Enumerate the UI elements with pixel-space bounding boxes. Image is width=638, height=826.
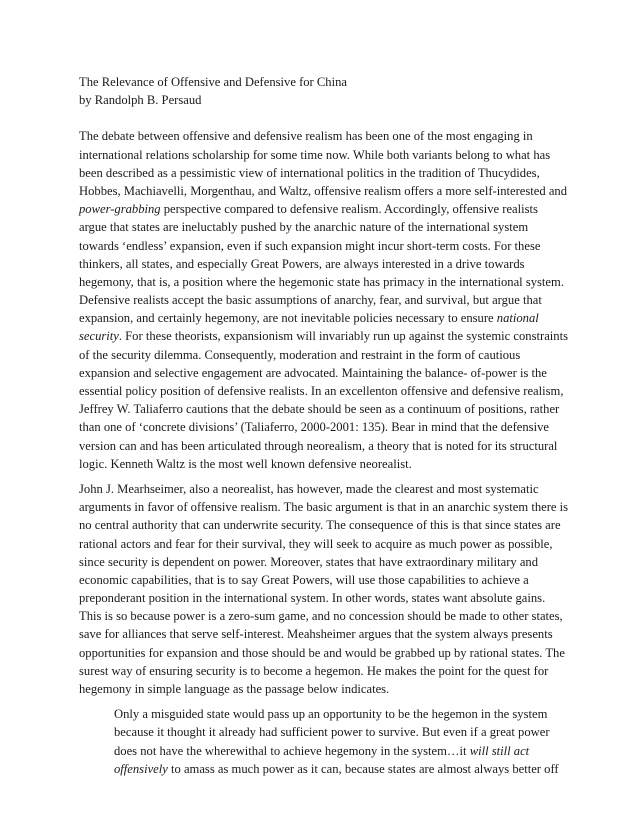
text-run: essential policy position of defensive realists. In an excellenton offensive and defensive realism,: [79, 384, 564, 398]
text-run: The debate between offensive and defensive realism has been one of the most engaging in: [79, 129, 533, 144]
text-line: [79, 607, 568, 625]
text-run: does not have the wherewithal to achieve hegemony in the system…it: [114, 743, 470, 758]
text-run: international relations scholarship for some time now. While both variants belong to what has: [79, 147, 551, 162]
text-run: surest way of ensuring security is to become a hegemon. He makes the point for the quest for: [79, 663, 549, 678]
document-title: The Relevance of Offensive and Defensive for China: [79, 75, 347, 89]
text-run: economic capabilities, that is to say Great Powers, will use those capabilities to achieve a: [79, 572, 529, 587]
italic-text: power-grabbing: [79, 202, 161, 217]
text-run: logic. Kenneth Waltz is the most well known defensive neorealist.: [79, 456, 412, 471]
text-line: [79, 291, 568, 309]
text-run: Defensive realists accept the basic assumptions of anarchy, fear, and survival, but argue that: [79, 293, 542, 308]
text-line: [79, 644, 568, 662]
text-line: [79, 200, 568, 218]
text-run: Only a misguided state would pass up an opportunity to be the hegemon in the system: [114, 707, 548, 722]
text-run: of the security dilemma. Consequently, moderation and restraint in the form of cautious: [79, 347, 521, 362]
text-line: [79, 589, 568, 607]
text-line: [79, 455, 568, 473]
italic-text: national: [496, 311, 539, 326]
text-line: [114, 723, 568, 741]
text-run: opportunities for expansion and those should be and would be grabbed up by rational states. The: [79, 645, 565, 660]
text-line: [79, 480, 568, 498]
text-line: [79, 625, 568, 643]
text-line: [79, 535, 568, 553]
text-line: [79, 498, 568, 516]
text-run: to amass as much power as it can, because states are almost always better off: [167, 761, 559, 776]
text-line: [79, 571, 568, 589]
text-run: than one of ‘concrete divisions’ (Taliaferro, 2000-2001: 135). Bear in mind that the defensive: [79, 420, 549, 435]
text-run: preponderant position in the international system. In other words, states want absolute gains.: [79, 591, 546, 606]
text-line: [79, 127, 568, 145]
text-line: [114, 760, 568, 778]
text-line: [79, 516, 568, 534]
italic-text: security: [79, 329, 119, 344]
text-line: [79, 662, 568, 680]
text-run: This is so because power is a zero-sum game, and no concession should be made to other states,: [79, 609, 563, 624]
text-line: [79, 273, 568, 291]
text-line: [79, 309, 568, 327]
text-line: [79, 164, 568, 182]
italic-text: offensively: [114, 761, 168, 776]
text-run: John J. Mearhseimer, also a neorealist, has however, made the clearest and most systematic: [79, 481, 539, 496]
italic-text: will still act: [469, 743, 530, 758]
text-run: argue that states are ineluctably pushed by the anarchic nature of the international system: [79, 220, 529, 235]
text-run: no central authority that can underwrite security. The consequence of this is that since states are: [79, 518, 561, 533]
text-line: [114, 742, 568, 760]
text-line: [79, 327, 568, 345]
block-quote: [79, 705, 568, 778]
text-line: [79, 364, 568, 382]
title-block: [79, 73, 568, 109]
text-line: [114, 705, 568, 723]
text-line: [79, 346, 568, 364]
text-line: [79, 146, 568, 164]
text-run: save for alliances that serve self-interest. Meahsheimer argues that the system always presents: [79, 627, 553, 642]
document-author: by Randolph B. Persaud: [79, 93, 202, 108]
text-line: [79, 255, 568, 273]
text-line: [79, 400, 568, 418]
text-line: [79, 437, 568, 455]
text-run: Jeffrey W. Taliaferro cautions that the debate should be seen as a continuum of positions, rather: [79, 402, 560, 417]
text-line: [79, 218, 568, 236]
text-line: [79, 553, 568, 571]
text-run: been described as a pessimistic view of international politics in the tradition of Thucydides,: [79, 165, 540, 180]
text-run: towards ‘endless’ expansion, even if such expansion might incur short-term costs. For these: [79, 238, 541, 253]
text-run: rational actors and fear for their survival, they will seek to acquire as much power as possible,: [79, 536, 553, 551]
text-run: since security is dependent on power. Moreover, states that have extraordinary military and: [79, 554, 539, 569]
paragraph-1: [79, 127, 568, 473]
text-run: hegemony, that is, a position where the hegemonic state has primacy in the international system.: [79, 274, 564, 289]
text-run: expansion and selective engagement are advocated. Maintaining the balance- of-power is the: [79, 365, 547, 380]
text-run: hegemony in simple language as the passage below indicates.: [79, 682, 390, 696]
text-run: Hobbes, Machiavelli, Morgenthau, and Waltz, offensive realism offers a more self-interested and: [79, 183, 568, 198]
paragraph-2: [79, 480, 568, 698]
text-line: [79, 382, 568, 400]
text-run: . For these theorists, expansionism will invariably run up against the systemic constraints: [118, 329, 568, 344]
text-run: version can and has been articulated through neorealism, a theory that is noted for its structural: [79, 438, 558, 453]
text-run: expansion, and certainly hegemony, are not inevitable policies necessary to ensure: [79, 311, 497, 326]
text-line: [79, 680, 568, 698]
text-line: [79, 182, 568, 200]
text-run: perspective compared to defensive realism. Accordingly, offensive realists: [160, 202, 538, 217]
text-run: thinkers, all states, and especially Great Powers, are always interested in a drive towards: [79, 256, 525, 271]
text-line: [79, 418, 568, 436]
text-line: [79, 237, 568, 255]
text-run: arguments in favor of offensive realism. The basic argument is that in an anarchic system there is: [79, 500, 569, 515]
text-run: because it thought it already had sufficient power to survive. But even if a great power: [114, 725, 550, 740]
